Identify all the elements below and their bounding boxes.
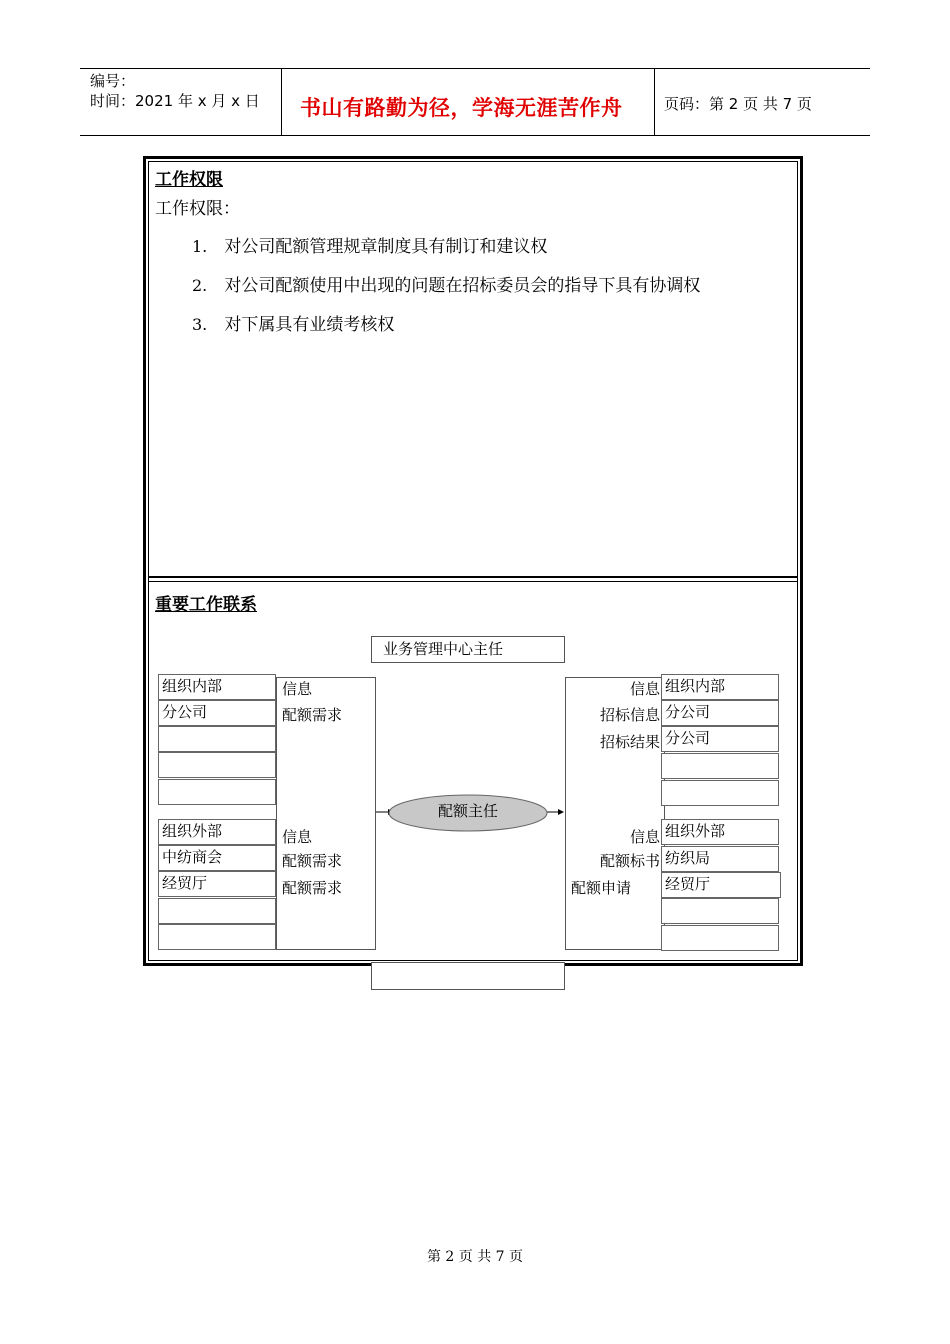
right-internal-label: 招标信息	[599, 706, 660, 724]
list-number: 1.	[192, 237, 208, 256]
left-external-cell: 组织外部	[158, 819, 276, 845]
left-internal-cell: 分公司	[158, 700, 276, 726]
doc-time-label: 时间：2021 年 x 月 x 日	[90, 92, 260, 110]
right-external-cell	[661, 925, 779, 951]
right-internal-label: 招标结果	[599, 733, 660, 751]
list-number: 2.	[192, 276, 208, 295]
center-role-label: 配额主任	[437, 802, 498, 820]
right-external-label: 配额申请	[571, 879, 632, 897]
left-external-cell	[158, 898, 276, 924]
list-number: 3.	[192, 315, 208, 334]
header-motto: 书山有路勤为径，学海无涯苦作舟	[300, 95, 623, 120]
supervisor-box: 业务管理中心主任	[371, 636, 565, 663]
arrow-head-right	[558, 809, 564, 815]
left-internal-cell: 组织内部	[158, 674, 276, 700]
left-external-cell: 经贸厅	[158, 871, 276, 897]
left-internal-label: 信息	[282, 680, 313, 698]
authority-section-title: 工作权限	[155, 170, 223, 190]
relations-section-title: 重要工作联系	[155, 595, 257, 615]
list-text: 对公司配额使用中出现的问题在招标委员会的指导下具有协调权	[224, 276, 701, 296]
list-text: 对下属具有业绩考核权	[224, 315, 395, 335]
left-external-label: 配额需求	[282, 852, 343, 870]
header-divider	[654, 68, 655, 136]
left-external-label: 信息	[282, 828, 313, 846]
page-footer: 第 2 页 共 7 页	[426, 1249, 524, 1265]
left-internal-cell	[158, 726, 276, 752]
right-external-cell	[661, 898, 779, 924]
right-internal-cell	[661, 780, 779, 806]
right-internal-cell: 组织内部	[661, 674, 779, 700]
header-bottom-rule	[80, 135, 870, 136]
right-internal-cell	[661, 753, 779, 779]
authority-item	[192, 232, 547, 257]
left-internal-cell	[158, 752, 276, 778]
subordinate-box	[371, 962, 565, 990]
authority-item	[192, 271, 700, 296]
right-external-cell: 纺织局	[661, 846, 779, 872]
left-external-label: 配额需求	[282, 879, 343, 897]
left-internal-cell	[158, 779, 276, 805]
header-top-rule	[80, 68, 870, 69]
header-page-label: 页码：第 2 页 共 7 页	[664, 95, 812, 113]
list-text: 对公司配额管理规章制度具有制订和建议权	[224, 237, 548, 257]
doc-number-label: 编号：	[90, 72, 136, 90]
right-external-label: 配额标书	[599, 852, 660, 870]
right-external-label: 信息	[629, 828, 660, 846]
left-external-cell	[158, 924, 276, 950]
section-separator	[148, 581, 798, 582]
authority-intro: 工作权限：	[155, 199, 240, 219]
right-internal-cell: 分公司	[661, 700, 779, 726]
right-external-cell: 经贸厅	[661, 872, 781, 898]
section-separator	[148, 576, 798, 578]
right-internal-label: 信息	[629, 680, 660, 698]
header-divider	[281, 68, 282, 136]
right-internal-cell: 分公司	[661, 726, 779, 752]
left-internal-label: 配额需求	[282, 706, 343, 724]
right-external-cell: 组织外部	[661, 819, 779, 845]
authority-item	[192, 310, 394, 335]
left-external-cell: 中纺商会	[158, 845, 276, 871]
